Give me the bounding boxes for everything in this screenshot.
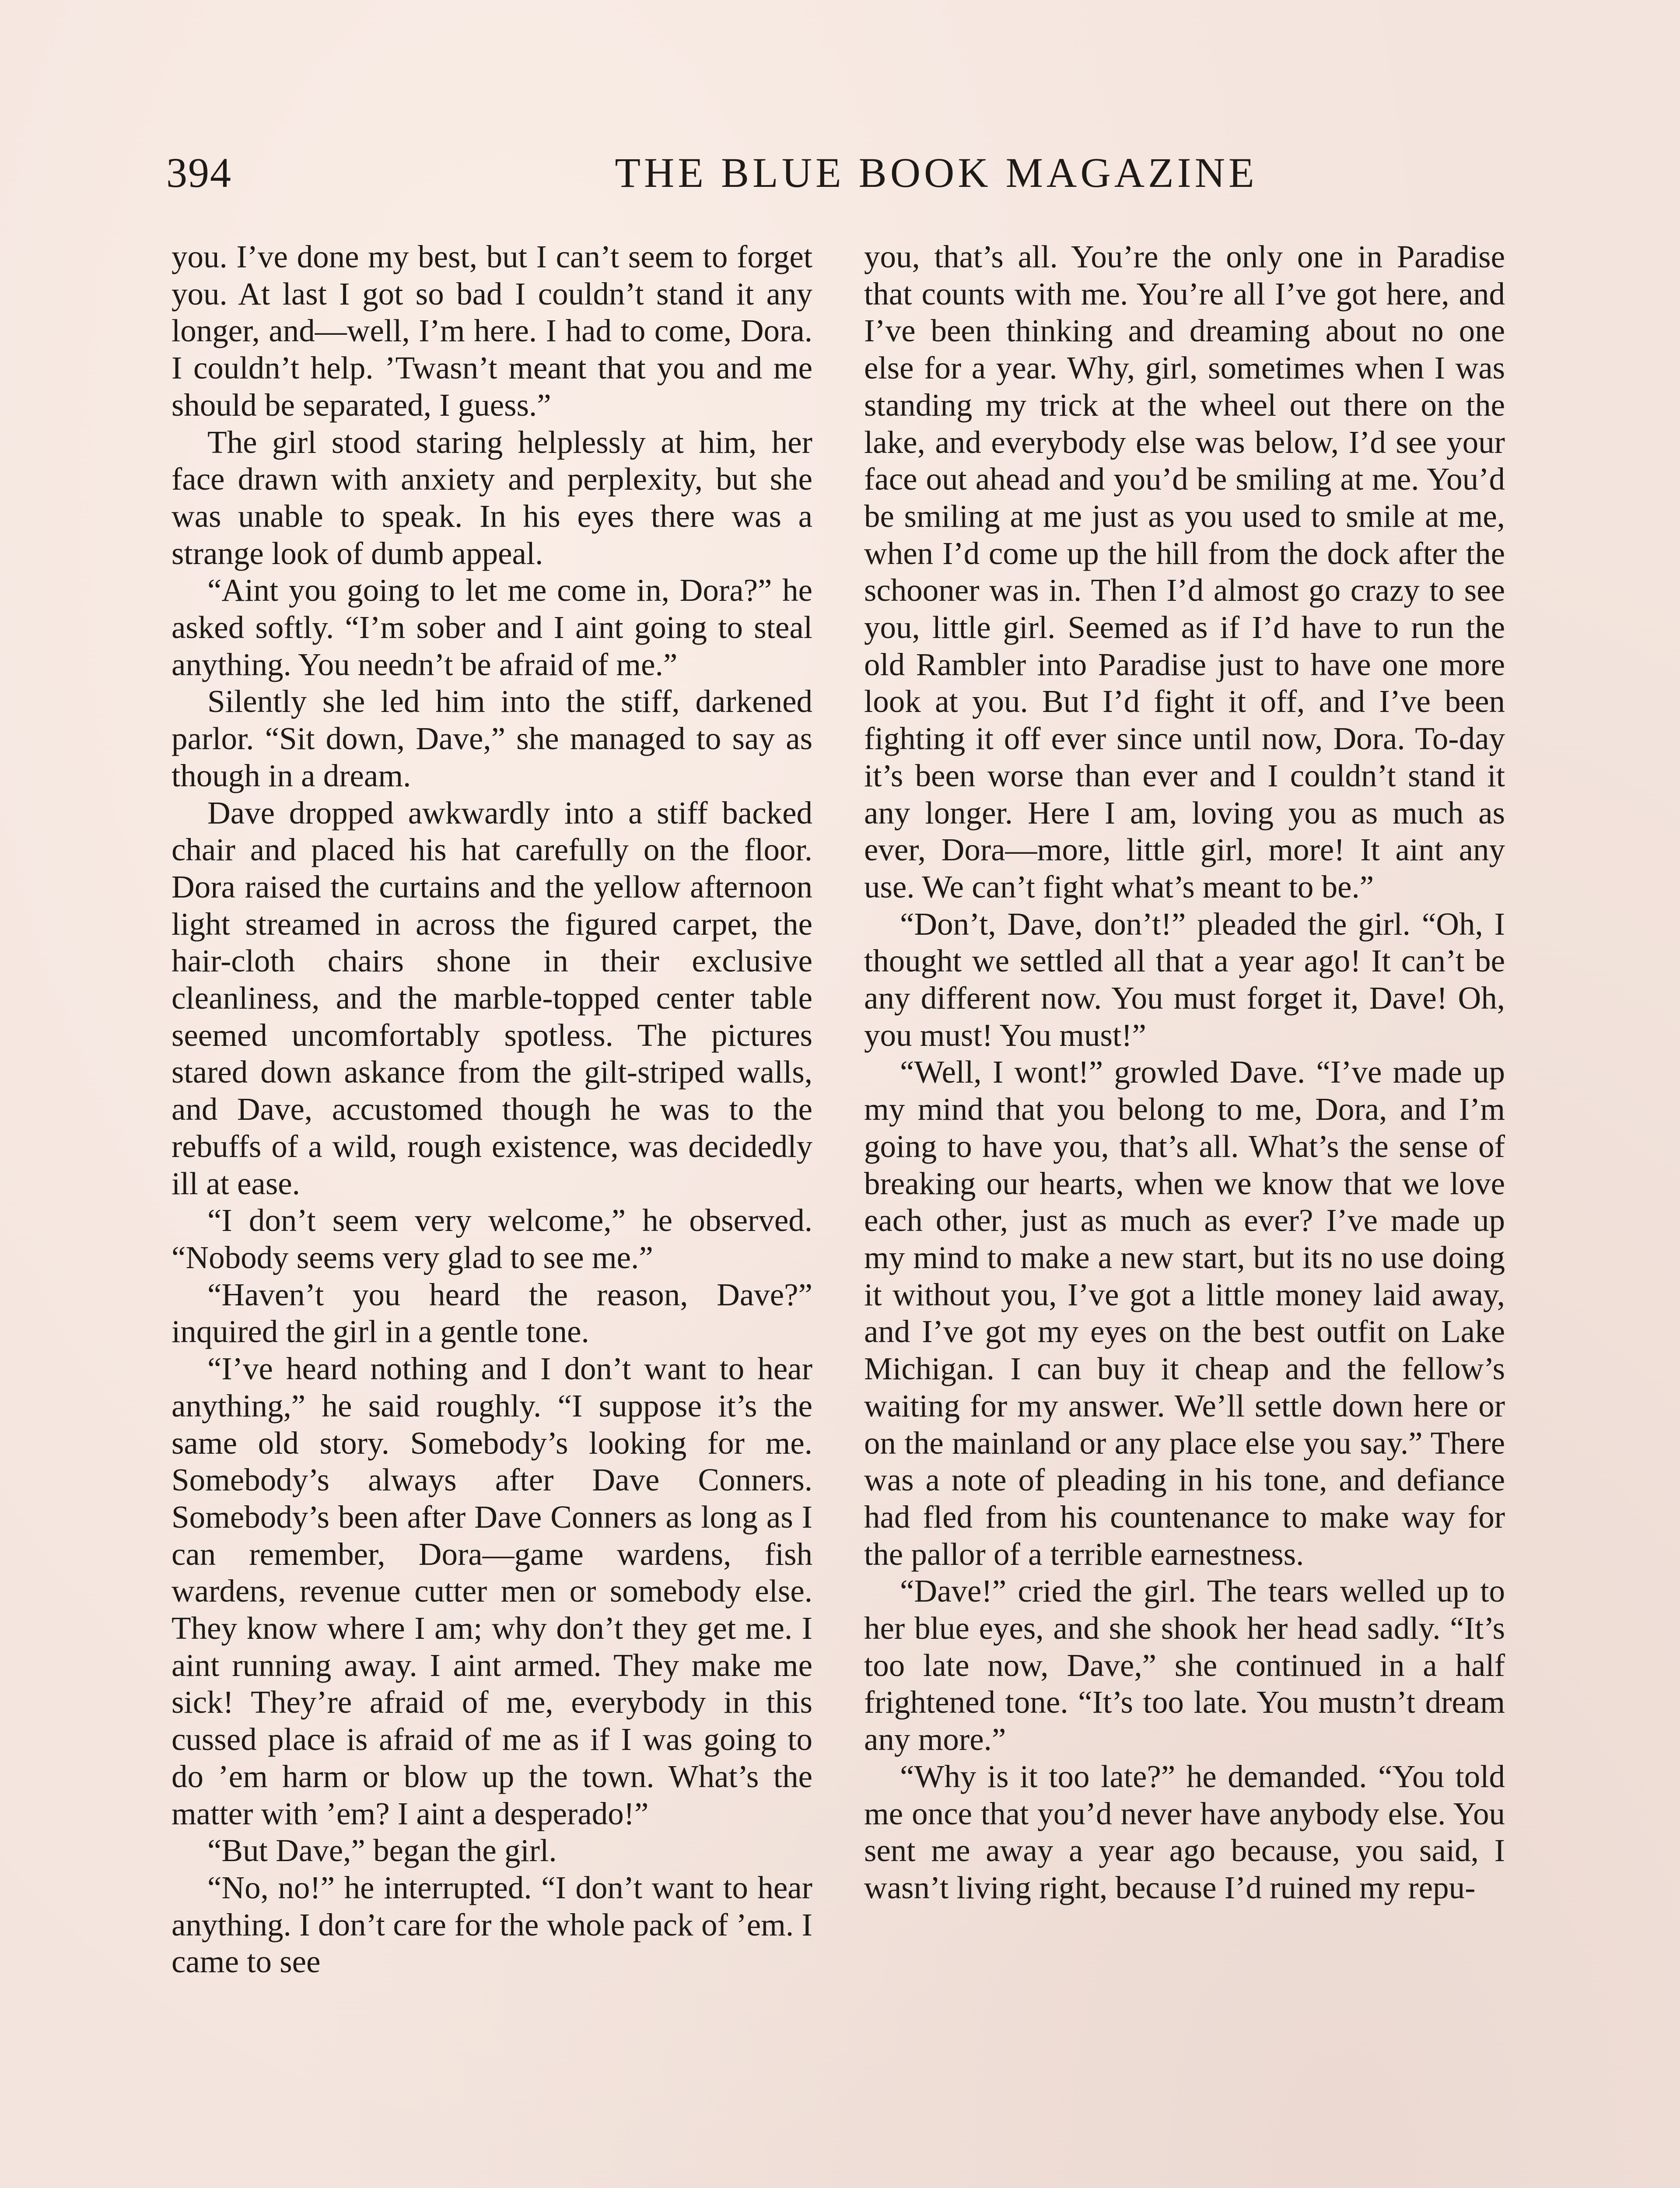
paragraph: “I don’t seem very welcome,” he observed. “Nobody seems very glad to see me.” — [172, 1203, 812, 1275]
page-header — [166, 144, 1514, 201]
paragraph: you. I’ve done my best, but I can’t seem to forget you. At last I got so bad I couldn’t stand it any longer, and—well, I’m here. I had to come, Dora. I couldn’t help. ’Twasn’t meant that you and me should be separated, I guess.” — [172, 239, 812, 423]
left-column — [172, 238, 812, 1981]
right-column — [864, 238, 1505, 1907]
paragraph: Silently she led him into the stiff, darkened parlor. “Sit down, Dave,” she managed to say as though in a dream. — [172, 684, 812, 793]
paragraph: “No, no!” he interrupted. “I don’t want to hear anything. I don’t care for the whole pack of ’em. I came to see — [172, 1869, 812, 1980]
page-number: 394 — [166, 149, 232, 196]
paragraph: Dave dropped awkwardly into a stiff backed chair and placed his hat carefully on the floor. Dora raised the curtains and the yellow afternoon light streamed in across the figured carpet, the hair-cloth chairs shone in their exclusive cleanliness, and the marble-topped center table seemed uncomfortably spotless. The pictures stared down askance from the gilt-striped walls, and Dave, accustomed though he was to the rebuffs of a wild, rough existence, was decidedly ill at ease. — [172, 795, 812, 1201]
paragraph: “Well, I wont!” growled Dave. “I’ve made up my mind that you belong to me, Dora, and I’m going to have you, that’s all. What’s the sense of breaking our hearts, when we know that we love each other, just as much as ever? I’ve made up my mind to make a new start, but its no use doing it without you, I’ve got a little money laid away, and I’ve got my eyes on the best outfit on Lake Michigan. I can buy it cheap and the fellow’s waiting for my answer. We’ll settle down here or on the mainland or any place else you say.” There was a note of pleading in his tone, and defiance had fled from his countenance to make way for the pallor of a terrible earnestness. — [864, 1054, 1505, 1572]
paragraph: “I’ve heard nothing and I don’t want to hear anything,” he said roughly. “I suppose it’s the same old story. Somebody’s looking for me. Somebody’s always after Dave Conners. Somebody’s been after Dave Conners as long as I can remember, Dora—game wardens, fish wardens, revenue cutter men or somebody else. They know where I am; why don’t they get me. I aint running away. I aint armed. They make me sick! They’re afraid of me, everybody in this cussed place is afraid of me as if I was going to do ’em harm or blow up the town. What’s the matter with ’em? I aint a desperado!” — [172, 1351, 812, 1831]
paragraph: “Haven’t you heard the reason, Dave?” inquired the girl in a gentle tone. — [172, 1276, 812, 1350]
paragraph: “Dave!” cried the girl. The tears welled up to her blue eyes, and she shook her head sadly. “It’s too late now, Dave,” she continued in a half frightened tone. “It’s too late. You mustn’t dream any more.” — [864, 1573, 1505, 1757]
paragraph: “Aint you going to let me come in, Dora?” he asked softly. “I’m sober and I aint going to steal anything. You needn’t be afraid of me.” — [172, 572, 812, 682]
paragraph: you, that’s all. You’re the only one in Paradise that counts with me. You’re all I’ve got here, and I’ve been thinking and dreaming about no one else for a year. Why, girl, sometimes when I was standing my trick at the wheel out there on the lake, and everybody else was below, I’d see your face out ahead and you’d be smiling at me. You’d be smiling at me just as you used to smile at me, when I’d come up the hill from the dock after the schooner was in. Then I’d almost go crazy to see you, little girl. Seemed as if I’d have to run the old Rambler into Paradise just to have one more look at you. But I’d fight it off, and I’ve been fighting it off ever since until now, Dora. To-day it’s been worse than ever and I couldn’t stand it any longer. Here I am, loving you as much as ever, Dora—more, little girl, more! It aint any use. We can’t fight what’s meant to be.” — [864, 239, 1505, 905]
paragraph: “But Dave,” began the girl. — [207, 1833, 557, 1869]
paragraph: “Why is it too late?” he demanded. “You told me once that you’d never have anybody else. You sent me away a year ago because, you said, I wasn’t living right, because I’d ruined my repu- — [864, 1758, 1505, 1905]
paragraph: The girl stood staring helplessly at him, her face drawn with anxiety and perplexity, but she was unable to speak. In his eyes there was a strange look of dumb appeal. — [172, 424, 812, 571]
running-title: THE BLUE BOOK MAGAZINE — [615, 149, 1258, 196]
paragraph: “Don’t, Dave, don’t!” pleaded the girl. “Oh, I thought we settled all that a year ago! It can’t be any different now. You must forget it, Dave! Oh, you must! You must!” — [864, 906, 1505, 1053]
